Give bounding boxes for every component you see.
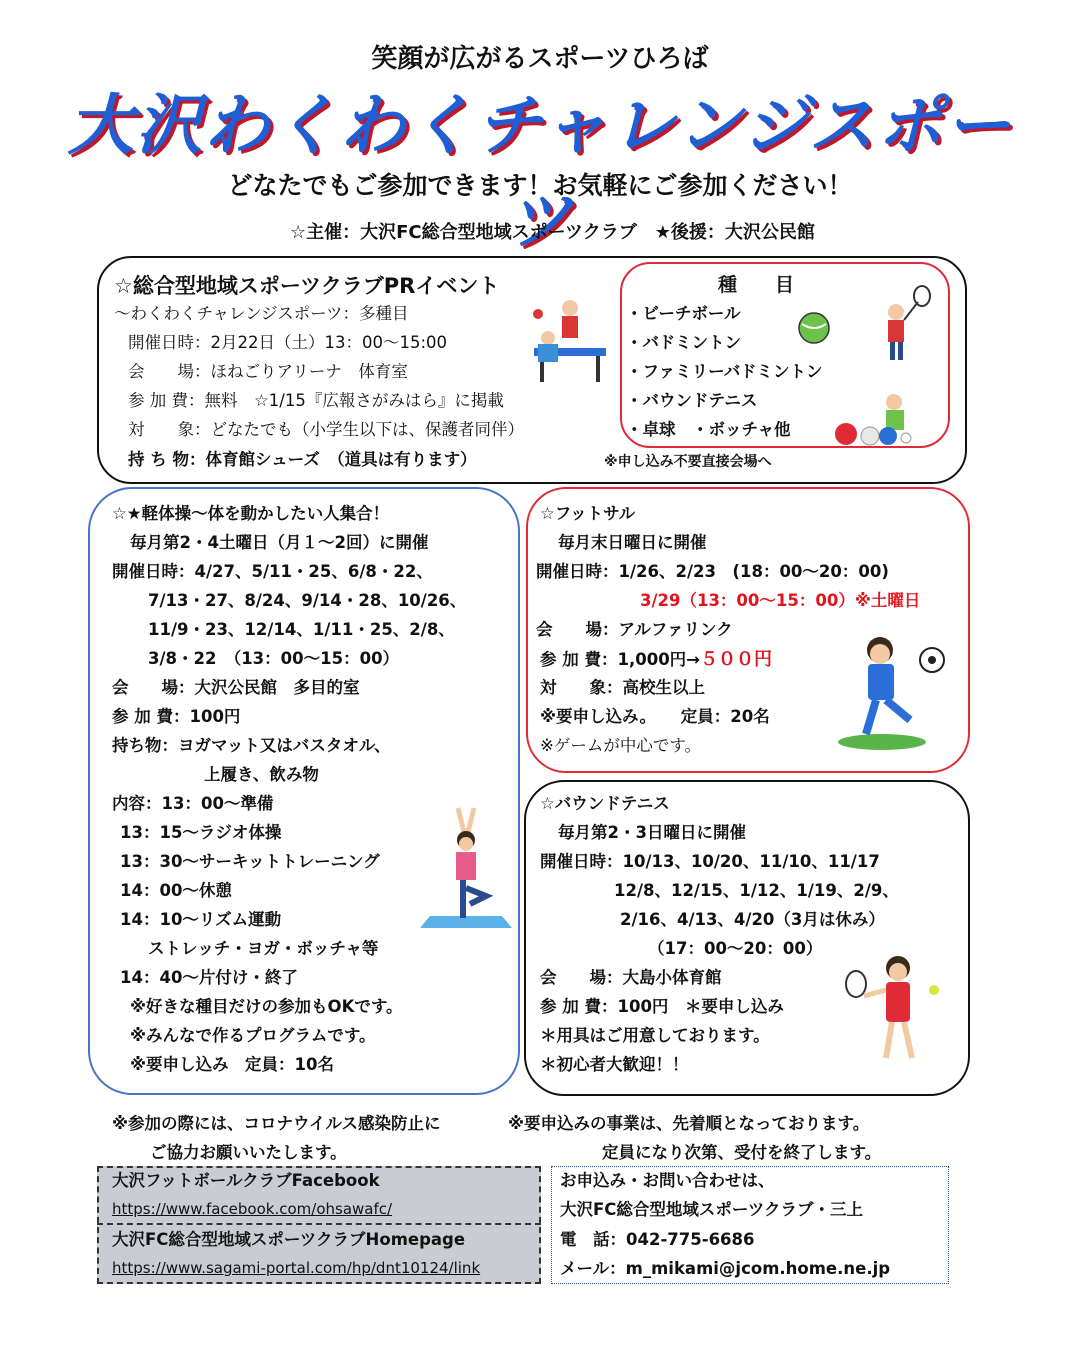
bound-tennis-line: 開催日時：10/13、10/20、11/10、11/17 [540, 852, 880, 871]
gymnastics-line: 11/9・23、12/14、1/11・25、2/8、 [148, 620, 455, 639]
futsal-line: ※要申し込み。 定員：20名 [540, 707, 770, 726]
bound-tennis-line: 毎月第2・3日曜日に開催 [558, 823, 746, 842]
gymnastics-line: 14：10～リズム運動 [120, 910, 282, 929]
links-divider [97, 1223, 541, 1225]
gymnastics-heading: ☆★軽体操～体を動かしたい人集合！ [112, 504, 390, 523]
gymnastics-line: ※みんなで作るプログラムです。 [130, 1026, 376, 1045]
gymnastics-line: ※好きな種目だけの参加もOKです。 [130, 997, 403, 1016]
pr-event-line: ～わくわくチャレンジスポーツ：多種目 [114, 304, 409, 323]
contact-phone: 電 話：042-775-6686 [560, 1230, 755, 1249]
futsal-line: 対 象：高校生以上 [540, 678, 705, 697]
gymnastics-line: ストレッチ・ヨガ・ボッチャ等 [148, 939, 379, 958]
futsal-line: 会 場：アルファリンク [536, 620, 733, 639]
gymnastics-line: 開催日時：4/27、5/11・25、6/8・22、 [112, 562, 433, 581]
contact-line: お申込み・お問い合わせは、 [560, 1171, 775, 1190]
pr-event-line: 対 象：どなたでも（小学生以下は、保護者同伴） [128, 420, 524, 439]
pr-event-heading: ☆総合型地域スポーツクラブPRイベント [114, 274, 500, 298]
gymnastics-line: 会 場：大沢公民館 多目的室 [112, 678, 360, 697]
pr-event-line: 会 場：ほねごりアリーナ 体育室 [128, 362, 408, 381]
subtitle: 笑顔が広がるスポーツひろば [371, 44, 709, 74]
note-right-1: ※要申込みの事業は、先着順となっております。 [508, 1114, 870, 1133]
note-left-2: ご協力お願いいたします。 [150, 1143, 347, 1162]
event-item: ・バウンドテニス [626, 391, 758, 410]
contact-email: メール：m_mikami@jcom.home.ne.jp [560, 1259, 891, 1278]
gymnastics-line: 内容：13：00～準備 [112, 794, 274, 813]
badminton-illustration [872, 284, 934, 364]
facebook-label: 大沢フットボールクラブFacebook [112, 1171, 380, 1190]
futsal-fee-new: ５００円 [700, 649, 773, 670]
futsal-line: 開催日時：1/26、2/23 (18：00～20：00) [536, 562, 889, 581]
gymnastics-line: ※要申し込み 定員：10名 [130, 1055, 335, 1074]
facebook-link[interactable]: https://www.facebook.com/ohsawafc/ [112, 1200, 393, 1218]
gymnastics-line: 参 加 費：100円 [112, 707, 241, 726]
gymnastics-line: 7/13・27、8/24、9/14・28、10/26、 [148, 591, 467, 610]
futsal-fee-old: 参 加 費：1,000円→ [540, 650, 701, 669]
contact-line: 大沢FC総合型地域スポーツクラブ・三上 [560, 1200, 864, 1219]
yoga-illustration [416, 804, 516, 934]
pr-event-line: 開催日時：2月22日（土）13：00～15:00 [128, 333, 448, 352]
note-right-2: 定員になり次第、受付を終了します。 [602, 1143, 882, 1162]
organizer-line: ☆主催：大沢FC総合型地域スポーツクラブ ★後援：大沢公民館 [290, 222, 815, 243]
bound-tennis-line: ＊用具はご用意しております。 [540, 1026, 770, 1045]
gymnastics-line: 14：00～休憩 [120, 881, 232, 900]
event-item: ・バドミントン [626, 333, 742, 352]
gymnastics-line: 13：30～サーキットトレーニング [120, 852, 380, 871]
pr-event-line: 持 ち 物：体育館シューズ （道具は有ります） [128, 450, 477, 469]
event-item: ・卓球 ・ボッチャ他 [626, 420, 791, 439]
bound-tennis-line: 2/16、4/13、4/20（3月は休み） [620, 910, 885, 929]
gymnastics-line: 毎月第2・4土曜日（月１～2回）に開催 [130, 533, 429, 552]
event-item: ・ファミリーバドミントン [626, 362, 823, 381]
pr-event-note: ※申し込み不要直接会場へ [604, 454, 772, 470]
page-title: 大沢わくわくチャレンジスポーツ [67, 87, 1013, 259]
futsal-saturday-line: 3/29（13：00～15：00）※土曜日 [640, 591, 921, 610]
note-left-1: ※参加の際には、コロナウイルス感染防止に [112, 1114, 441, 1133]
gymnastics-line: 持ち物：ヨガマット又はバスタオル、 [112, 736, 391, 755]
bound-tennis-line: 会 場：大島小体育館 [540, 968, 722, 987]
bound-tennis-heading: ☆バウンドテニス [540, 794, 670, 813]
futsal-heading: ☆フットサル [540, 504, 636, 523]
gymnastics-line: 上履き、飲み物 [204, 765, 319, 784]
futsal-line: ※ゲームが中心です。 [540, 736, 702, 755]
homepage-label: 大沢FC総合型地域スポーツクラブHomepage [112, 1230, 466, 1249]
bound-tennis-line: ＊初心者大歓迎！！ [540, 1055, 689, 1074]
tagline: どなたでもご参加できます！お気軽にご参加ください！ [227, 171, 853, 200]
gymnastics-line: 13：15～ラジオ体操 [120, 823, 282, 842]
bound-tennis-line: 参 加 費：100円 ＊要申し込み [540, 997, 784, 1016]
bound-tennis-line: 12/8、12/15、1/12、1/19、2/9、 [614, 881, 899, 900]
event-item: ・ビーチボール [626, 304, 741, 323]
tennis-player-illustration [842, 948, 946, 1072]
soccer-player-illustration [832, 630, 952, 752]
bocce-illustration [832, 388, 928, 448]
futsal-line: 毎月末日曜日に開催 [558, 533, 707, 552]
homepage-link[interactable]: https://www.sagami-portal.com/hp/dnt10124/link [112, 1259, 481, 1277]
gymnastics-line: 14：40～片付け・終了 [120, 968, 298, 987]
bound-tennis-line: （17：00～20：00） [648, 939, 823, 958]
shuttlecock-ball-illustration [796, 310, 832, 346]
futsal-fee-line [540, 651, 772, 669]
pr-event-line: 参 加 費：無料 ☆1/15『広報さがみはら』に掲載 [128, 391, 504, 410]
table-tennis-illustration [530, 296, 610, 386]
events-heading: 種 目 [718, 274, 795, 296]
gymnastics-line: 3/8・22 （13：00～15：00） [148, 649, 400, 668]
